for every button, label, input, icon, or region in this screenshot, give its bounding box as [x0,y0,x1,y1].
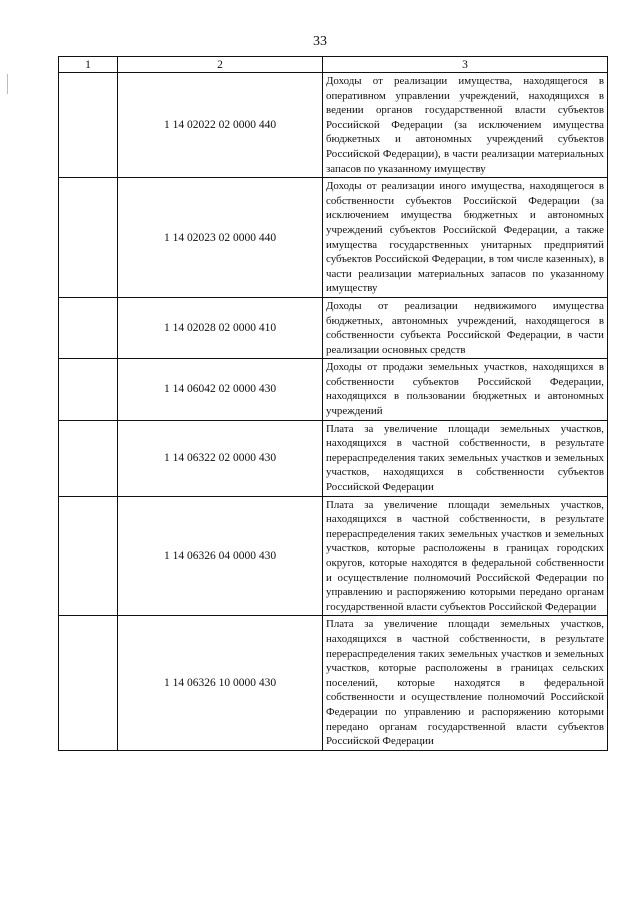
table-row [59,73,608,178]
revenue-description: Плата за увеличение площади земельных участков, находящихся в частной собственности, в результате перераспределения таких земельных участков и земельных участков, которые расположены в границах сельских поселений, которые находятся в федеральной собственности и осуществление полномочий Российской Федерации по управлению и распоряжению которыми передано органам государственной власти субъектов Российской Федерации [323,616,608,750]
table-row [59,178,608,298]
revenue-description: Доходы от реализации имущества, находящегося в оперативном управлении учреждений, находящихся в ведении органов государственной власти субъектов Российской Федерации (за исключением имущества бюджетных и автономных учреждений субъектов Российской Федерации), в части реализации материальных запасов по указанному имуществу [323,73,608,178]
revenue-codes-table [58,56,608,751]
column-header-3: 3 [323,57,608,73]
scan-mark [7,74,8,94]
revenue-description: Доходы от реализации иного имущества, находящегося в собственности субъектов Российской Федерации (за исключением имущества бюджетных и автономных учреждений субъектов Российской Федерации, а также имущества государственных унитарных предприятий субъектов Российской Федерации, в том числе казенных), в части реализации материальных запасов по указанному имуществу [323,178,608,298]
table-row [59,420,608,496]
column-header-2: 2 [118,57,323,73]
revenue-description: Доходы от реализации недвижимого имущества бюджетных, автономных учреждений, находящегося в собственности субъекта Российской Федерации, в части реализации основных средств [323,297,608,358]
table-row [59,496,608,616]
table-row [59,359,608,420]
row-col1-cell [59,420,118,496]
revenue-code: 1 14 06322 02 0000 430 [118,420,323,496]
revenue-code: 1 14 02022 02 0000 440 [118,73,323,178]
row-col1-cell [59,359,118,420]
row-col1-cell [59,297,118,358]
revenue-description: Плата за увеличение площади земельных участков, находящихся в частной собственности, в результате перераспределения таких земельных участков и земельных участков, которые расположены в границах городских округов, которые находятся в федеральной собственности и осуществление полномочий Российской Федерации по управлению и распоряжению которыми передано органам государственной власти субъектов Российской Федерации [323,496,608,616]
revenue-code: 1 14 06326 10 0000 430 [118,616,323,750]
row-col1-cell [59,178,118,298]
revenue-code: 1 14 06042 02 0000 430 [118,359,323,420]
table-row [59,616,608,750]
revenue-code: 1 14 06326 04 0000 430 [118,496,323,616]
page-number: 33 [313,34,327,49]
revenue-code: 1 14 02023 02 0000 440 [118,178,323,298]
revenue-code: 1 14 02028 02 0000 410 [118,297,323,358]
row-col1-cell [59,616,118,750]
row-col1-cell [59,73,118,178]
table-row [59,297,608,358]
header-row [59,57,608,73]
row-col1-cell [59,496,118,616]
revenue-description: Доходы от продажи земельных участков, находящихся в собственности субъектов Российской Федерации, находящихся в пользовании бюджетных и автономных учреждений [323,359,608,420]
column-header-1: 1 [59,57,118,73]
revenue-description: Плата за увеличение площади земельных участков, находящихся в частной собственности, в результате перераспределения таких земельных участков и земельных участков, находящихся в собственности субъектов Российской Федерации [323,420,608,496]
